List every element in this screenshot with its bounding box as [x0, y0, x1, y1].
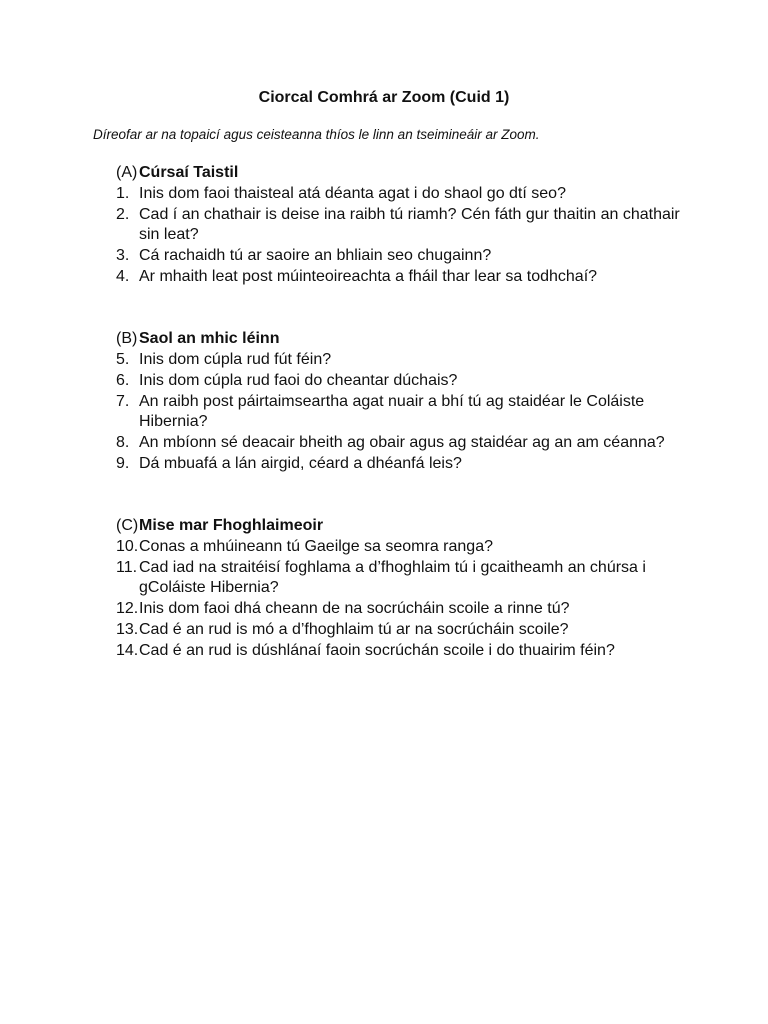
- section-letter: (A): [116, 164, 138, 181]
- question-number: 10.: [116, 538, 139, 555]
- section-heading: [116, 162, 696, 183]
- question-text: Cad iad na straitéisí foghlama a d’fhoghlaim tú i gcaitheamh an chúrsa i gColáiste Hibernia?: [139, 559, 646, 596]
- question-text: Inis dom cúpla rud faoi do cheantar dúchais?: [139, 372, 458, 389]
- question-text: Inis dom faoi thaisteal atá déanta agat i do shaol go dtí seo?: [139, 185, 566, 202]
- question-number: 2.: [116, 206, 130, 223]
- question-number: 11.: [116, 559, 138, 576]
- document-subtitle: Díreofar ar na topaicí agus ceisteanna thíos le linn an tseimineáir ar Zoom.: [93, 127, 540, 142]
- question-item: [116, 641, 696, 661]
- question-number: 13.: [116, 621, 139, 638]
- section-letter: (B): [116, 330, 138, 347]
- question-number: 3.: [116, 247, 130, 264]
- question-item: [116, 558, 696, 598]
- question-item: [116, 350, 696, 370]
- question-text: An raibh post páirtaimseartha agat nuair a bhí tú ag staidéar le Coláiste Hibernia?: [139, 393, 645, 430]
- question-item: [116, 537, 696, 557]
- question-number: 12.: [116, 600, 139, 617]
- section-travel: [116, 162, 696, 287]
- question-item: [116, 246, 696, 266]
- section-heading: [116, 328, 696, 349]
- section-name: Mise mar Fhoghlaimeoir: [139, 517, 324, 534]
- question-text: Cá rachaidh tú ar saoire an bhliain seo chugainn?: [139, 247, 492, 264]
- question-item: [116, 599, 696, 619]
- question-number: 6.: [116, 372, 130, 389]
- section-letter: (C): [116, 517, 139, 534]
- question-text: Dá mbuafá a lán airgid, céard a dhéanfá leis?: [139, 455, 462, 472]
- section-name: Saol an mhic léinn: [139, 330, 280, 347]
- question-item: [116, 205, 696, 245]
- question-number: 4.: [116, 268, 130, 285]
- question-number: 8.: [116, 434, 130, 451]
- document-title: Ciorcal Comhrá ar Zoom (Cuid 1): [258, 89, 510, 106]
- section-heading: [116, 515, 696, 536]
- question-text: Ar mhaith leat post múinteoireachta a fháil thar lear sa todhchaí?: [139, 268, 598, 285]
- section-learner: [116, 515, 696, 661]
- question-item: [116, 184, 696, 204]
- question-text: Cad í an chathair is deise ina raibh tú riamh? Cén fáth gur thaitin an chathair sin leat?: [139, 206, 680, 243]
- question-number: 14.: [116, 642, 139, 659]
- question-text: An mbíonn sé deacair bheith ag obair agus ag staidéar ag an am céanna?: [139, 434, 665, 451]
- question-number: 5.: [116, 351, 130, 368]
- section-name: Cúrsaí Taistil: [139, 164, 239, 181]
- question-item: [116, 267, 696, 287]
- question-text: Inis dom faoi dhá cheann de na socrúcháin scoile a rinne tú?: [139, 600, 570, 617]
- question-text: Cad é an rud is mó a d’fhoghlaim tú ar na socrúcháin scoile?: [139, 621, 569, 638]
- question-item: [116, 433, 696, 453]
- question-number: 1.: [116, 185, 130, 202]
- question-number: 9.: [116, 455, 130, 472]
- question-item: [116, 620, 696, 640]
- question-text: Inis dom cúpla rud fút féin?: [139, 351, 332, 368]
- question-item: [116, 371, 696, 391]
- question-number: 7.: [116, 393, 130, 410]
- question-text: Cad é an rud is dúshlánaí faoin socrúchán scoile i do thuairim féin?: [139, 642, 615, 659]
- question-text: Conas a mhúineann tú Gaeilge sa seomra ranga?: [139, 538, 493, 555]
- question-item: [116, 392, 696, 432]
- question-item: [116, 454, 696, 474]
- section-student-life: [116, 328, 696, 474]
